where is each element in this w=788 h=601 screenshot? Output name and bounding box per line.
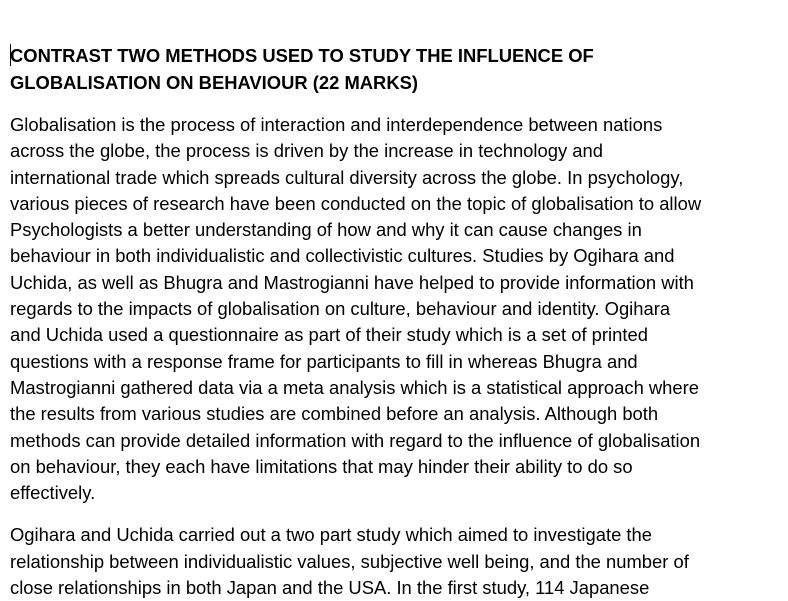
text-line: the results from various studies are combined before an analysis. Although both <box>10 403 659 425</box>
paragraph-study <box>10 522 780 601</box>
document-heading <box>10 42 780 96</box>
text-line: various pieces of research have been conducted on the topic of globalisation to allow <box>10 192 702 214</box>
text-line: Globalisation is the process of interaction and interdependence between nations <box>10 114 663 135</box>
heading-line: CONTRAST TWO METHODS USED TO STUDY THE INFLUENCE OF <box>10 45 594 66</box>
text-line: methods can provide detailed information with regard to the influence of globalisation <box>10 429 701 451</box>
text-line: questions with a response frame for participants to fill in whereas Bhugra and <box>10 350 638 372</box>
text-line: Ogihara and Uchida carried out a two part study which aimed to investigate the <box>10 524 652 546</box>
text-line: and Uchida used a questionnaire as part of their study which is a set of printed <box>10 324 648 346</box>
text-line: Uchida, as well as Bhugra and Mastrogianni have helped to provide information with <box>10 271 694 293</box>
text-line: Mastrogianni gathered data via a meta analysis which is a statistical approach where <box>10 376 699 398</box>
text-line: effectively. <box>10 482 96 504</box>
text-line: Psychologists a better understanding of how and why it can cause changes in <box>10 219 642 241</box>
text-line: relationship between individualistic values, subjective well being, and the number of <box>10 550 689 572</box>
text-line: on behaviour, they each have limitations that may hinder their ability to do so <box>10 455 633 477</box>
text-line: across the globe, the process is driven by the increase in technology and <box>10 140 603 162</box>
text-line: close relationships in both Japan and the USA. In the first study, 114 Japanese <box>10 577 650 599</box>
paragraph-intro <box>10 112 780 506</box>
text-line: international trade which spreads cultural diversity across the globe. In psychology, <box>10 166 684 188</box>
text-line: regards to the impacts of globalisation on culture, behaviour and identity. Ogihara <box>10 298 671 320</box>
text-line: behaviour in both individualistic and collectivistic cultures. Studies by Ogihara and <box>10 245 675 267</box>
heading-line: GLOBALISATION ON BEHAVIOUR (22 MARKS) <box>10 72 419 93</box>
document-body[interactable] <box>10 42 780 601</box>
